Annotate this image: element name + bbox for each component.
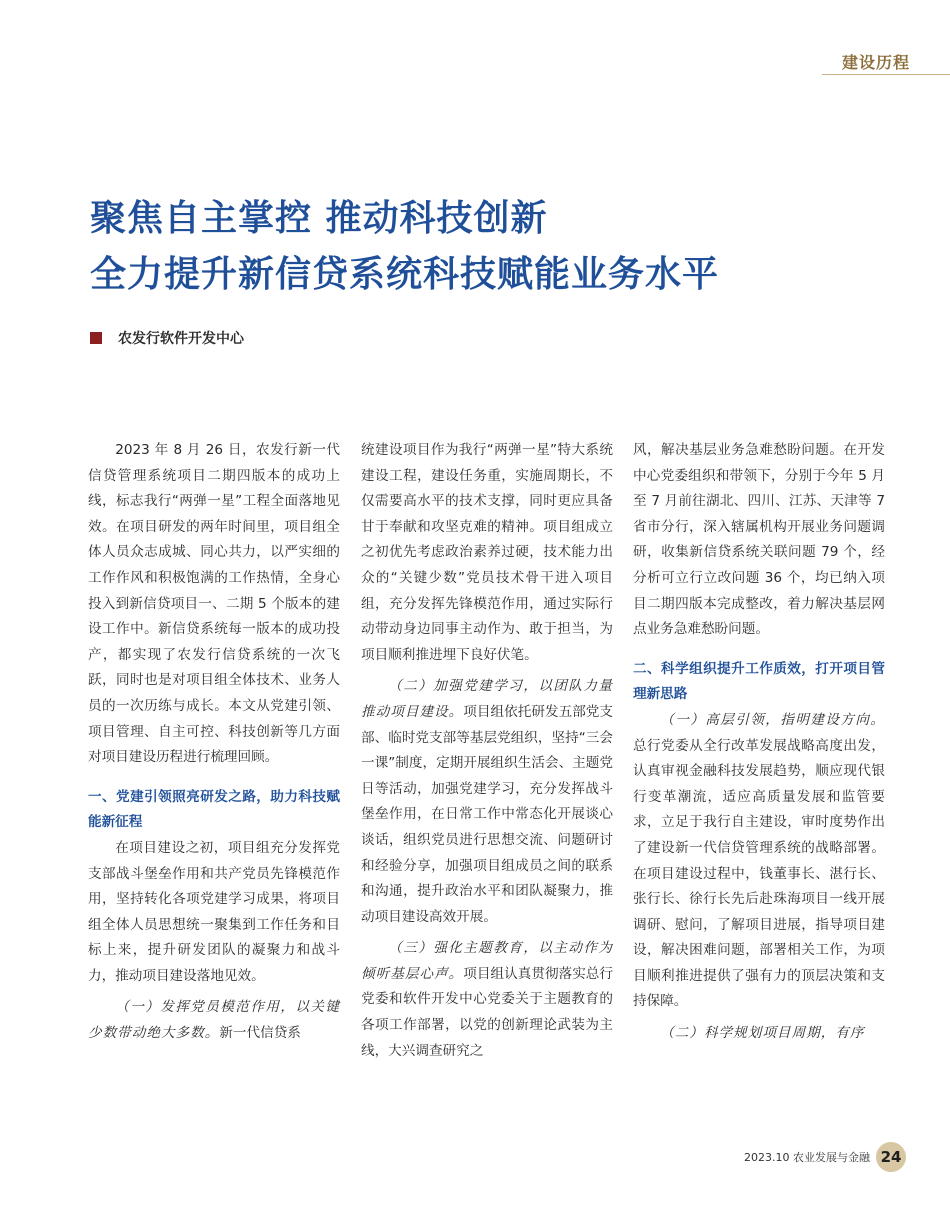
issue-label: 2023.10 农业发展与金融: [744, 1151, 870, 1164]
subheading: （三）强化主题教育，以主动作为倾听基层心声。: [361, 940, 613, 982]
paragraph: （一）发挥党员模范作用，以关键少数带动绝大多数。新一代信贷系: [88, 999, 340, 1042]
page-number-badge: 24: [876, 1142, 906, 1172]
title-line-2: 全力提升新信贷系统科技赋能业务水平: [90, 253, 720, 295]
paragraph: [633, 1021, 885, 1047]
article-title: [90, 190, 719, 302]
page-footer: [744, 1142, 906, 1172]
author-marker-icon: [90, 332, 102, 344]
paragraph: （三）强化主题教育，以主动作为倾听基层心声。项目组认真贯彻落实总行党委和软件开发中心党委关于主题教育的各项工作部署，以党的创新理论武装为主线，大兴调查研究之: [361, 940, 614, 1059]
section-tag: 建设历程: [841, 53, 910, 72]
paragraph: 统建设项目作为我行“两弹一星”特大系统建设工程，建设任务重，实施周期长，不仅需要高水平的技术支撑，同时更应具备甘于奉献和攻坚克难的精神。项目组成立之初优先考虑政治素养过硬，技术能力出众的“关键少数”党员技术骨干进入项目组，充分发挥先锋模范作用，通过实际行动带动身边同事主动作为、敢于担当，为项目顺利推进埋下良好伏笔。: [361, 442, 613, 663]
paragraph: 风，解决基层业务急难愁盼问题。在开发中心党委组织和带领下，分别于今年 5 月至 7 月前往湖北、四川、江苏、天津等 7 省市分行，深入辖属机构开展业务问题调研，收集新信贷系统关联问题 79 个，经分析可立行立改问题 36 个，均已纳入项目二期四版本完成整改，着力解决基层网点业务急难愁盼问题。: [633, 442, 885, 638]
text-column-2: [361, 438, 613, 1064]
subheading: （二）加强党建学习，以团队力量推动项目建设。: [361, 678, 613, 720]
subheading: （一）发挥党员模范作用，以关键少数带动绝大多数。: [88, 999, 340, 1042]
text-column-3: [633, 438, 885, 1047]
section-heading-1: 一、党建引领照亮研发之路，助力科技赋能新征程: [88, 788, 340, 831]
author-name: 农发行软件开发中心: [118, 331, 244, 347]
author-line: [90, 328, 244, 348]
section-tag-rule: [822, 74, 950, 75]
title-line-1: 聚焦自主掌控 推动科技创新: [90, 197, 548, 239]
paragraph: 2023 年 8 月 26 日，农发行新一代信贷管理系统项目二期四版本的成功上线，标志我行“两弹一星”工程全面落地见效。在项目研发的两年时间里，项目组全体人员众志成城、同心共力，以严实细的工作作风和积极饱满的工作热情，全身心投入到新信贷项目一、二期 5 个版本的建设工作中。新信贷系统每一版本的成功投产，都实现了农发行信贷系统的一次飞跃，同时也是对项目组全体技术、业务人员的一次历练与成长。本文从党建引领、项目管理、自主可控、科技创新等几方面对项目建设历程进行梳理回顾。: [88, 442, 340, 766]
text-column-1: [88, 438, 340, 1047]
subheading: （一）高层引领，指明建设方向。: [660, 711, 885, 728]
section-heading-2: 二、科学组织提升工作质效，打开项目管理新思路: [633, 660, 885, 703]
paragraph: 在项目建设之初，项目组充分发挥党支部战斗堡垒作用和共产党员先锋模范作用，坚持转化各项党建学习成果，将项目组全体人员思想统一聚集到工作任务和目标上来，提升研发团队的凝聚力和战斗力，推动项目建设落地见效。: [88, 839, 340, 984]
subheading: （二）科学规划项目周期，有序: [660, 1025, 865, 1042]
paragraph: （二）加强党建学习，以团队力量推动项目建设。项目组依托研发五部党支部、临时党支部等基层党组织，坚持“三会一课”制度，定期开展组织生活会、主题党日等活动，加强党建学习，充分发挥战斗堡垒作用，在日常工作中常态化开展谈心谈话，组织党员进行思想交流、问题研讨和经验分享，加强项目组成员之间的联系和沟通，提升政治水平和团队凝聚力，推动项目建设高效开展。: [361, 678, 614, 925]
paragraph: （一）高层引领，指明建设方向。总行党委从全行改革发展战略高度出发，认真审视金融科技发展趋势，顺应现代银行变革潮流，适应高质量发展和监管要求，立足于我行自主建设，审时度势作出了建设新一代信贷管理系统的战略部署。在项目建设过程中，钱董事长、湛行长、张行长、徐行长先后赴珠海项目一线开展调研、慰问，了解项目进展，指导项目建设，解决困难问题，部署相关工作，为项目顺利推进提供了强有力的顶层决策和支持保障。: [633, 711, 885, 1010]
